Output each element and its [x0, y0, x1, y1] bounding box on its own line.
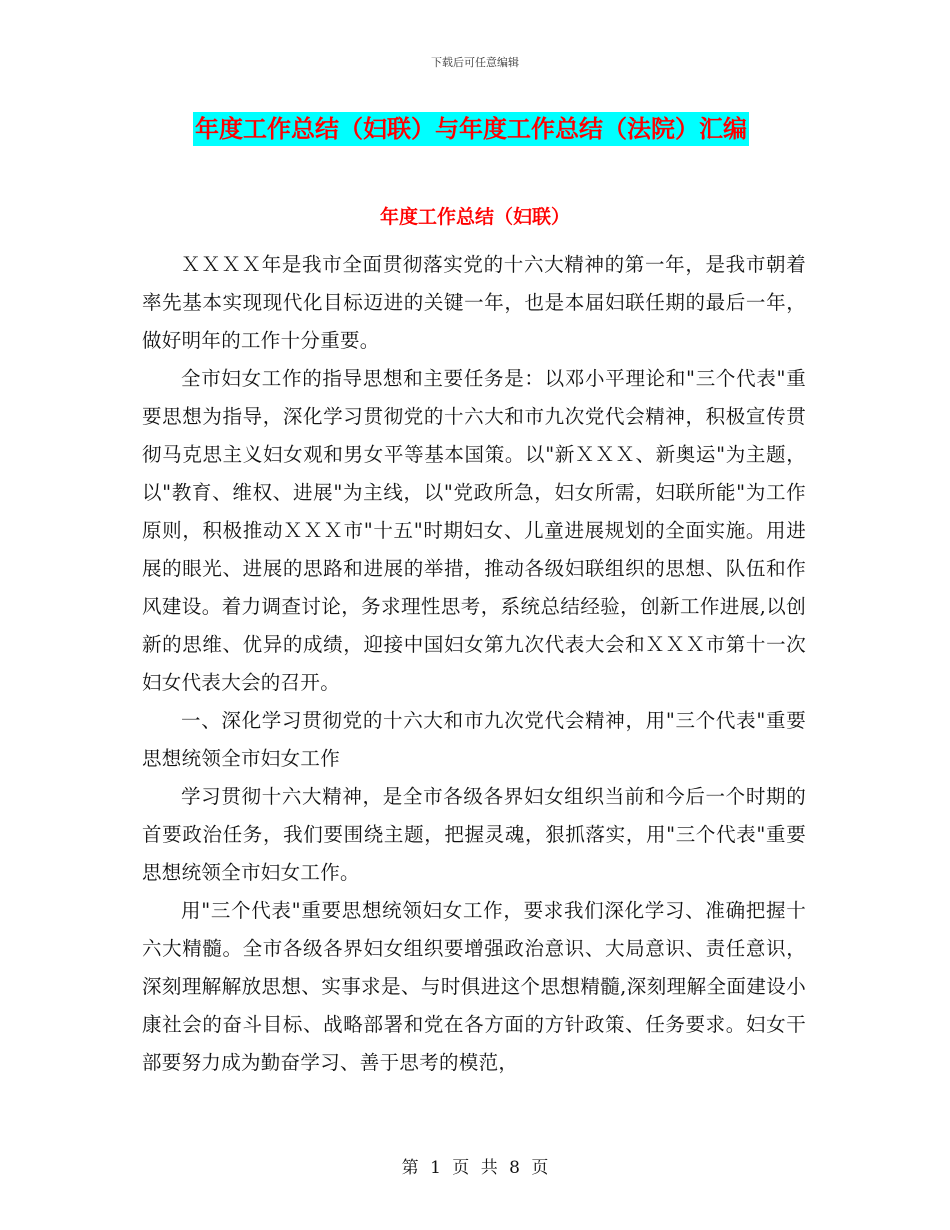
paragraph: 用"三个代表"重要思想统领妇女工作，要求我们深化学习、准确把握十六大精髓。全市各级各界妇女组织要增强政治意识、大局意识、责任意识，深刻理解解放思想、实事求是、与时俱进这个思想精髓,深刻理解全面建设小康社会的奋斗目标、战略部署和党在各方面的方针政策、任务要求。妇女干部要努力成为勤奋学习、善于思考的模范，	[142, 899, 806, 1074]
paragraph: 学习贯彻十六大精神，是全市各级各界妇女组织当前和今后一个时期的首要政治任务，我们要围绕主题，把握灵魂，狠抓落实，用"三个代表"重要思想统领全市妇女工作。	[142, 785, 806, 884]
document-body	[142, 246, 806, 1082]
paragraph: 全市妇女工作的指导思想和主要任务是：以邓小平理论和"三个代表"重要思想为指导，深化学习贯彻党的十六大和市九次党代会精神，积极宣传贯彻马克思主义妇女观和男女平等基本国策。以"新ＸＸＸ、新奥运"为主题，以"教育、维权、进展"为主线，以"党政所急，妇女所需，妇联所能"为工作原则，积极推动ＸＸＸ市"十五"时期妇女、儿童进展规划的全面实施。用进展的眼光、进展的思路和进展的举措，推动各级妇联组织的思想、队伍和作风建设。着力调查讨论，务求理性思考，系统总结经验，创新工作进展,以创新的思维、优异的成绩，迎接中国妇女第九次代表大会和ＸＸＸ市第十一次妇女代表大会的召开。	[142, 367, 806, 694]
header-note: 下载后可任意编辑	[431, 56, 519, 69]
document-main-title: 年度工作总结（妇联）与年度工作总结（法院）汇编	[193, 112, 749, 146]
paragraph: 一、深化学习贯彻党的十六大和市九次党代会精神，用"三个代表"重要思想统领全市妇女工作	[142, 709, 806, 770]
page-footer: 第 1 页 共 8 页	[401, 1158, 549, 1178]
section-title: 年度工作总结（妇联）	[379, 206, 570, 228]
paragraph: ＸＸＸＸ年是我市全面贯彻落实党的十六大精神的第一年，是我市朝着率先基本实现现代化目标迈进的关键一年，也是本届妇联任期的最后一年，做好明年的工作十分重要。	[142, 253, 806, 352]
